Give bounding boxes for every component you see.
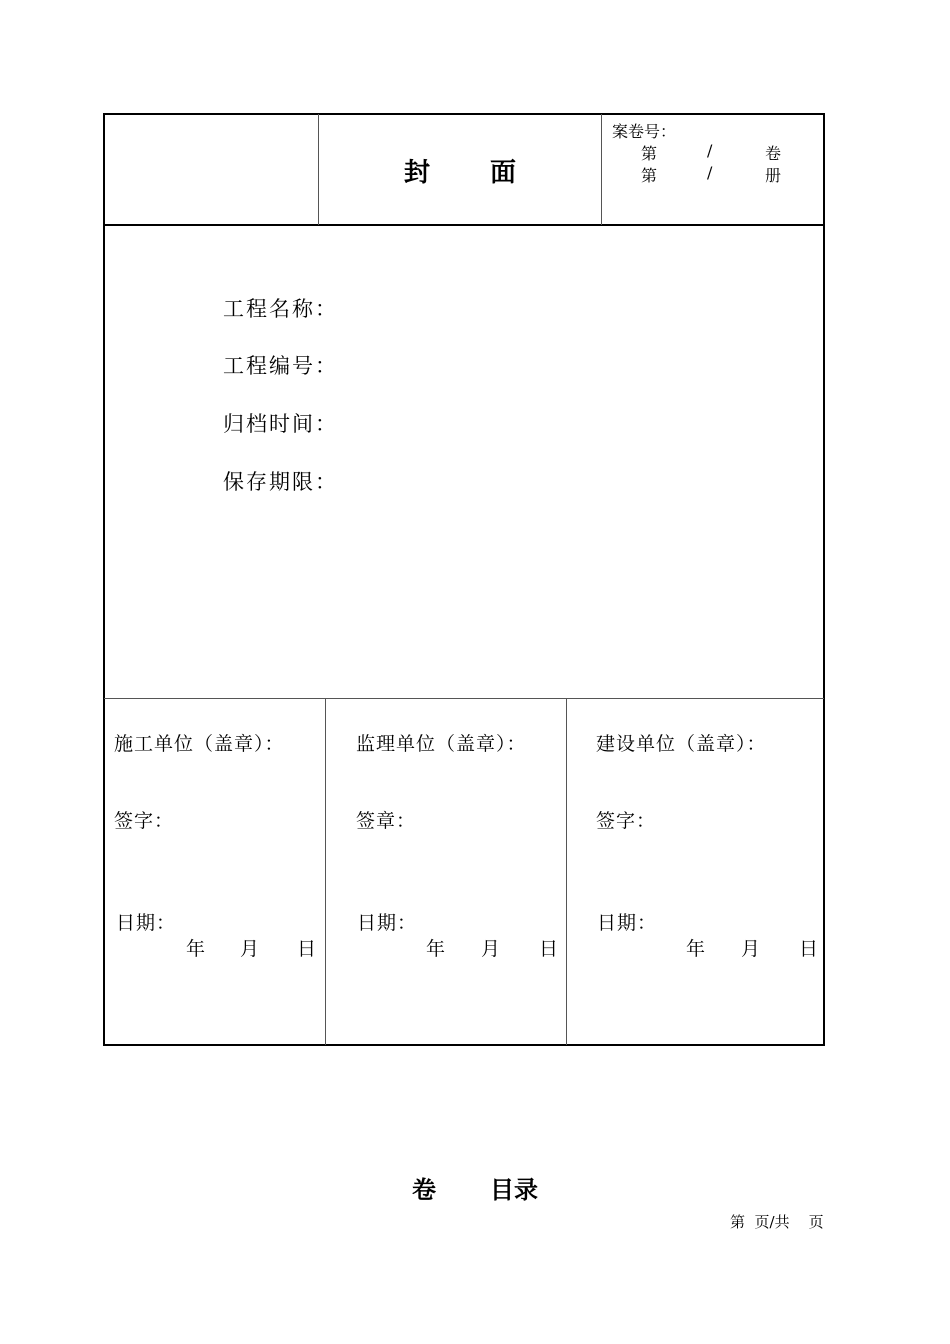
archive-book-prefix: 第 <box>641 166 658 185</box>
construction-unit-sign: 签字： <box>114 810 175 832</box>
year-label: 年 <box>426 938 446 960</box>
header-col-divider-2 <box>601 114 602 225</box>
owner-unit-sign: 签字： <box>596 810 657 832</box>
units-col-divider-2 <box>566 699 567 1045</box>
archive-book-suffix: 册 <box>765 166 782 185</box>
archive-label: 案卷号： <box>612 122 677 141</box>
cover-frame <box>103 113 825 1046</box>
month-label: 月 <box>741 938 761 960</box>
project-name-label: 工程名称： <box>223 297 338 321</box>
cover-title-right: 面 <box>490 158 517 188</box>
owner-unit-title: 建设单位（盖章）： <box>596 733 767 755</box>
construction-unit-date: 日期： <box>116 912 177 934</box>
year-label: 年 <box>686 938 706 960</box>
units-divider <box>104 698 824 699</box>
cover-title-left: 封 <box>404 158 431 188</box>
catalog-title-right: 目录 <box>490 1175 538 1204</box>
supervision-unit-date: 日期： <box>357 912 418 934</box>
construction-unit-title: 施工单位（盖章）： <box>114 733 285 755</box>
archive-volume-prefix: 第 <box>641 144 658 163</box>
day-label: 日 <box>297 938 317 960</box>
catalog-page-info: 第 页/共 页 <box>730 1213 824 1231</box>
project-number-label: 工程编号： <box>223 354 338 378</box>
supervision-unit-sign: 签章： <box>356 810 417 832</box>
year-label: 年 <box>186 938 206 960</box>
archive-time-label: 归档时间： <box>223 412 338 436</box>
archive-book-slash: / <box>707 163 713 182</box>
archive-volume-slash: / <box>707 141 713 160</box>
retention-period-label: 保存期限： <box>223 470 338 494</box>
day-label: 日 <box>799 938 819 960</box>
header-divider <box>103 224 825 226</box>
month-label: 月 <box>481 938 501 960</box>
day-label: 日 <box>539 938 559 960</box>
archive-volume-suffix: 卷 <box>765 144 782 163</box>
supervision-unit-title: 监理单位（盖章）： <box>356 733 527 755</box>
units-col-divider-1 <box>325 699 326 1045</box>
header-col-divider-1 <box>318 114 319 225</box>
owner-unit-date: 日期： <box>597 912 658 934</box>
month-label: 月 <box>240 938 260 960</box>
catalog-title-left: 卷 <box>412 1175 436 1204</box>
